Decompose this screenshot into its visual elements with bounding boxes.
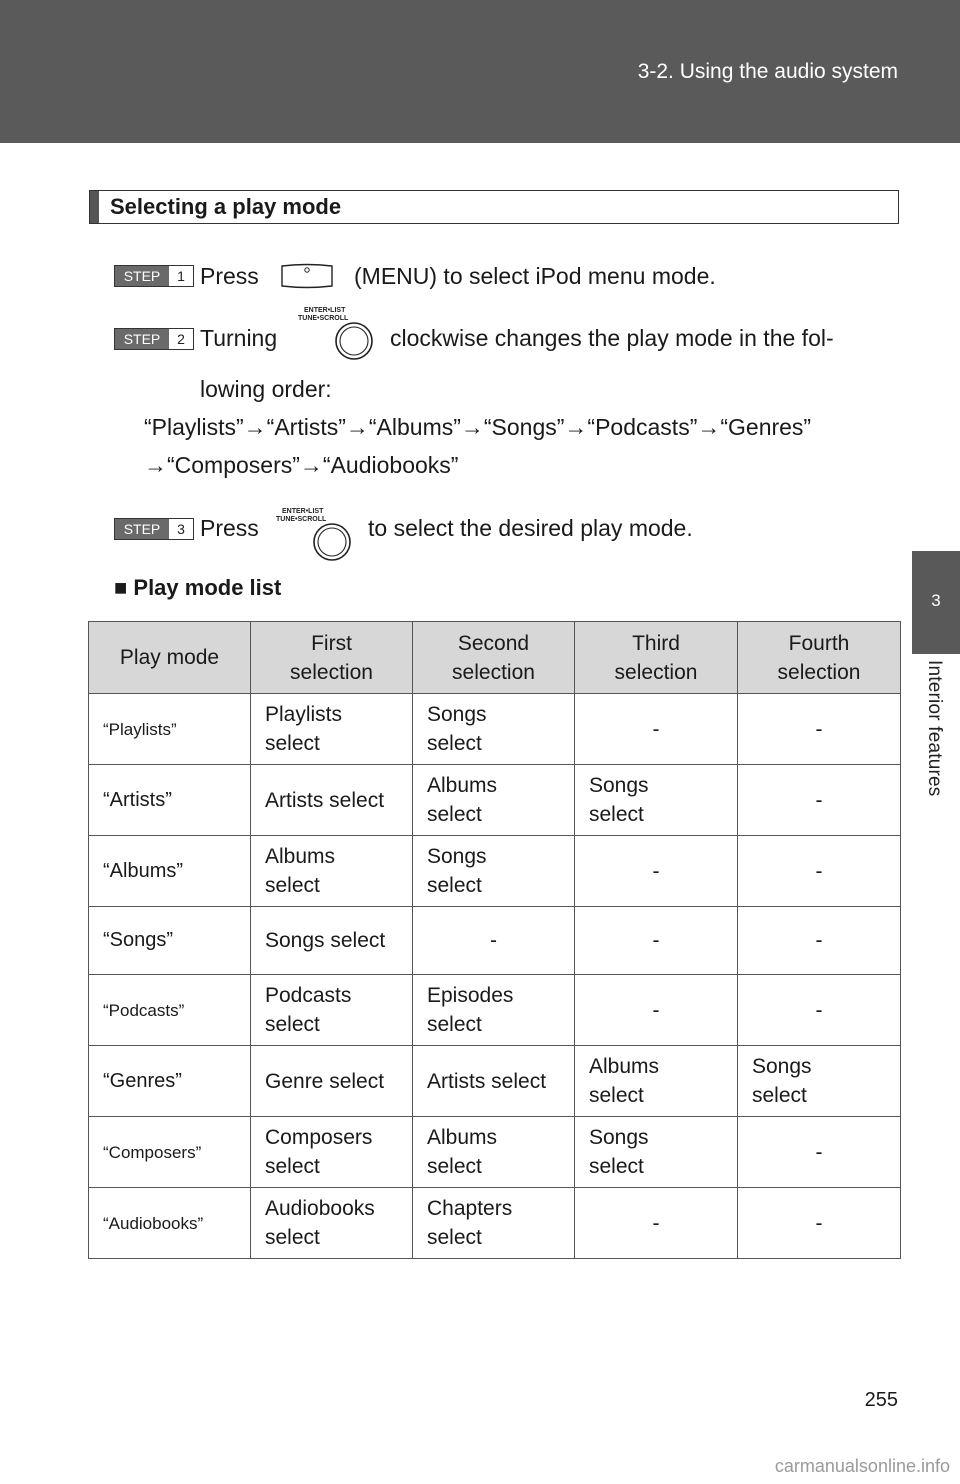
- table-cell: Audiobooks select: [251, 1188, 413, 1259]
- table-cell: Playlists select: [251, 694, 413, 765]
- header-second-selection: Second selection: [413, 622, 575, 694]
- mode-cell: “Composers”: [89, 1117, 251, 1188]
- table-cell: -: [738, 694, 901, 765]
- table-row: [89, 907, 901, 975]
- table-cell: -: [738, 1117, 901, 1188]
- step-1-badge: [114, 265, 194, 287]
- step-label: STEP: [115, 266, 169, 286]
- table-cell: Podcasts select: [251, 975, 413, 1046]
- table-cell: Artists select: [413, 1046, 575, 1117]
- knob-label-line2: TUNE•SCROLL: [276, 516, 327, 523]
- table-cell: -: [575, 975, 738, 1046]
- table-row: [89, 975, 901, 1046]
- knob-label-line1: ENTER•LIST: [282, 508, 324, 515]
- section-accent: [90, 191, 99, 223]
- mode-cell: “Playlists”: [89, 694, 251, 765]
- mode-cell: “Albums”: [89, 836, 251, 907]
- table-cell: -: [738, 836, 901, 907]
- watermark: carmanualsonline.info: [774, 1456, 950, 1476]
- table-header-row: [89, 622, 901, 694]
- knob-label-line2: TUNE•SCROLL: [298, 315, 349, 322]
- table-cell: -: [575, 1188, 738, 1259]
- table-cell: Songs select: [251, 907, 413, 975]
- play-mode-list-heading: ■ Play mode list: [114, 575, 282, 600]
- table-cell: Songs select: [738, 1046, 901, 1117]
- step-number: 1: [177, 268, 185, 284]
- table-cell: -: [738, 765, 901, 836]
- step-2-badge: [114, 328, 194, 350]
- table-cell: -: [575, 907, 738, 975]
- table-cell: Chapters select: [413, 1188, 575, 1259]
- step-3-text-before: Press: [200, 515, 259, 541]
- step-1-text-before: Press: [200, 263, 259, 289]
- table-cell: -: [575, 836, 738, 907]
- mode-cell: “Podcasts”: [89, 975, 251, 1046]
- header-fourth-selection: Fourth selection: [738, 622, 901, 694]
- header-play-mode: Play mode: [89, 622, 251, 694]
- step-3-text-after: to select the desired play mode.: [368, 515, 693, 541]
- table-cell: Songs select: [575, 765, 738, 836]
- page-header: [0, 0, 960, 143]
- table-row: [89, 1046, 901, 1117]
- table-cell: Songs select: [575, 1117, 738, 1188]
- table-row: [89, 694, 901, 765]
- table-cell: Albums select: [251, 836, 413, 907]
- play-order-line-1: “Playlists”→“Artists”→“Albums”→“Songs”→“Podcasts”→“Genres”: [144, 414, 812, 440]
- step-number: 3: [177, 521, 185, 537]
- mode-cell: “Songs”: [89, 907, 251, 975]
- table-cell: -: [413, 907, 575, 975]
- tune-scroll-knob-icon: [274, 508, 358, 564]
- step-2-text-after: clockwise changes the play mode in the fol-: [390, 325, 834, 351]
- chapter-tab: [912, 551, 960, 654]
- knob-label-line1: ENTER•LIST: [304, 307, 346, 314]
- step-1-text-after: (MENU) to select iPod menu mode.: [354, 263, 716, 289]
- mode-cell: “Artists”: [89, 765, 251, 836]
- table-cell: Songs select: [413, 694, 575, 765]
- table-cell: Episodes select: [413, 975, 575, 1046]
- step-label: STEP: [115, 329, 169, 349]
- chapter-number: 3: [931, 591, 941, 610]
- table-cell: Songs select: [413, 836, 575, 907]
- chapter-side-title: [912, 654, 960, 904]
- table-cell: Genre select: [251, 1046, 413, 1117]
- section-heading: [89, 190, 899, 224]
- chapter-side-label: Interior features: [924, 660, 945, 797]
- step-label: STEP: [115, 519, 169, 539]
- play-order-line-2: →“Composers”→“Audiobooks”: [144, 452, 459, 478]
- table-cell: Albums select: [413, 765, 575, 836]
- step-number: 2: [177, 331, 185, 347]
- section-title: Selecting a play mode: [110, 194, 342, 219]
- play-mode-table: [88, 621, 901, 1259]
- page-number: 255: [864, 1389, 898, 1411]
- table-cell: -: [738, 907, 901, 975]
- tune-scroll-knob-icon: [296, 307, 380, 363]
- step-2-text-before: Turning: [200, 325, 278, 351]
- table-cell: Composers select: [251, 1117, 413, 1188]
- table-row: [89, 1117, 901, 1188]
- table-cell: Albums select: [413, 1117, 575, 1188]
- mode-cell: “Audiobooks”: [89, 1188, 251, 1259]
- table-row: [89, 1188, 901, 1259]
- table-cell: Albums select: [575, 1046, 738, 1117]
- table-row: [89, 836, 901, 907]
- table-cell: -: [575, 694, 738, 765]
- mode-cell: “Genres”: [89, 1046, 251, 1117]
- header-first-selection: First selection: [251, 622, 413, 694]
- step-3-badge: [114, 518, 194, 540]
- table-cell: Artists select: [251, 765, 413, 836]
- table-row: [89, 765, 901, 836]
- header-third-selection: Third selection: [575, 622, 738, 694]
- step-2-continuation: lowing order:: [200, 376, 332, 402]
- menu-button-icon: [280, 263, 334, 289]
- header-title: 3-2. Using the audio system: [637, 60, 898, 83]
- table-cell: -: [738, 975, 901, 1046]
- table-cell: -: [738, 1188, 901, 1259]
